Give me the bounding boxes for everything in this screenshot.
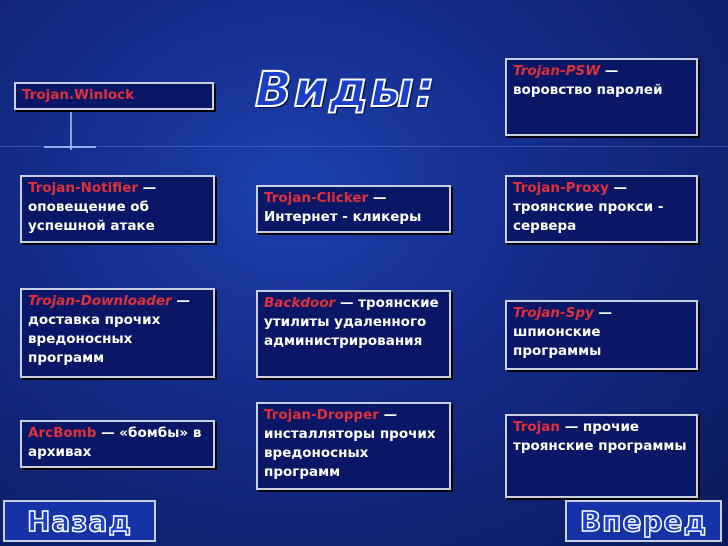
- card-term: Trojan-PSW: [513, 63, 601, 79]
- card-term: Trojan-Downloader: [28, 293, 172, 309]
- card-description: — троянские утилиты удаленного администрирования: [264, 295, 439, 349]
- card-trojan-dropper: [256, 402, 451, 490]
- back-button[interactable]: [3, 500, 156, 542]
- card-term: Trojan-Spy: [513, 305, 594, 321]
- card-term: Trojan-Clicker: [264, 190, 369, 206]
- card-trojan-winlock: [14, 82, 214, 110]
- card-term: Trojan-Notifier: [28, 180, 139, 196]
- card-trojan-downloader: [20, 288, 215, 378]
- card-term: Backdoor: [264, 295, 336, 311]
- forward-button-label: Вперед: [579, 504, 708, 538]
- decorative-line: [0, 146, 728, 147]
- card-description: — троянские прокси - сервера: [513, 180, 664, 234]
- card-description: — оповещение об успешной атаке: [28, 180, 157, 234]
- card-description: — «бомбы» в архивах: [28, 425, 202, 460]
- card-description: — инсталляторы прочих вредоносных программ: [264, 407, 436, 480]
- card-term: Trojan-Dropper: [264, 407, 379, 423]
- card-backdoor: [256, 290, 451, 378]
- card-description: — шпионские программы: [513, 305, 612, 359]
- forward-button[interactable]: [565, 500, 722, 542]
- card-trojan-notifier: [20, 175, 215, 243]
- card-description: — воровство паролей: [513, 63, 663, 98]
- slide-title: Виды:: [255, 62, 437, 118]
- card-trojan-psw: [505, 58, 698, 136]
- card-description: — доставка прочих вредоносных программ: [28, 293, 190, 366]
- card-term: Trojan.Winlock: [22, 87, 135, 103]
- card-description: — Интернет - кликеры: [264, 190, 422, 225]
- decorative-cross-vertical: [70, 110, 72, 150]
- decorative-cross-horizontal: [44, 146, 96, 148]
- card-trojan-proxy: [505, 175, 698, 243]
- card-term: Trojan-Proxy: [513, 180, 609, 196]
- card-term: ArcBomb: [28, 425, 97, 441]
- card-trojan: [505, 414, 698, 498]
- card-description: — прочие троянские программы: [513, 419, 687, 454]
- back-button-label: Назад: [26, 504, 133, 538]
- card-term: Trojan: [513, 419, 561, 435]
- card-trojan-clicker: [256, 185, 451, 233]
- card-arcbomb: [20, 420, 215, 468]
- card-trojan-spy: [505, 300, 698, 370]
